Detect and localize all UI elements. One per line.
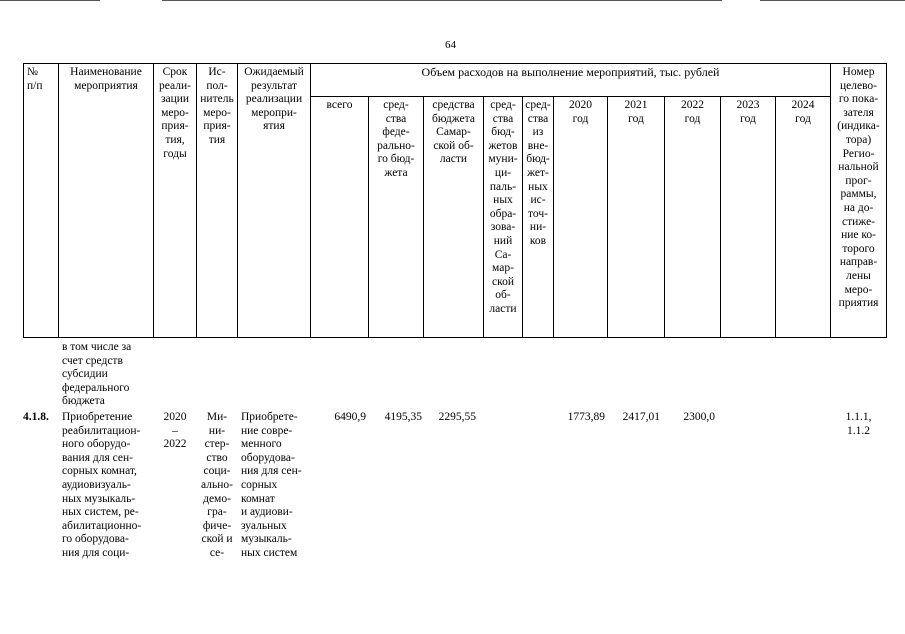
header-bottom-border	[23, 337, 887, 338]
header-extrabudget: сред- ства из вне- бюд- жет- ных ис- точ- ни- ков	[525, 99, 551, 247]
header-indicator: Номер целево- го пока- зателя (индика- тора) Регио- нальной прог- раммы, на до- стиже- ние ко- торого направ- лены меро- приятия	[837, 66, 880, 310]
header-num: № п/п	[27, 66, 43, 92]
subsidy-note: в том числе за счет средств субсидии федерального бюджета	[62, 341, 132, 408]
row-regional: 2295,55	[438, 411, 476, 423]
row-num: 4.1.8.	[23, 411, 49, 423]
row-year-2020: 1773,89	[567, 411, 605, 423]
header-term: Срок реали- зации меро- прия- тия, годы	[159, 66, 191, 160]
header-year-2021: 2021 год	[624, 99, 648, 125]
header-name: Наименование мероприятия	[70, 66, 142, 92]
row-executor: Ми- ни- стер- ство соци- ально- демо- гра- фиче- ской и се-	[201, 411, 233, 559]
col-border	[607, 96, 608, 337]
row-indicator: 1.1.1, 1.1.2	[845, 411, 872, 437]
row-total: 6490,9	[334, 411, 366, 423]
header-year-2023: 2023 год	[736, 99, 760, 125]
header-year-2024: 2024 год	[791, 99, 815, 125]
col-border	[58, 63, 59, 337]
header-result: Ожидаемый результат реализации меропри- ятия	[244, 66, 304, 133]
col-border	[886, 63, 887, 337]
volume-subheader-border	[310, 96, 830, 97]
col-border	[775, 96, 776, 337]
col-border	[664, 96, 665, 337]
page-number: 64	[445, 39, 456, 51]
row-year-2021: 2417,01	[622, 411, 660, 423]
col-border	[720, 96, 721, 337]
header-municipal: сред- ства бюд- жетов муни- ци- паль- ных обра- зова- ний Са- мар- ской об- ласти	[488, 99, 518, 315]
header-year-2020: 2020 год	[569, 99, 592, 125]
col-border	[553, 96, 554, 337]
header-federal: сред- ства феде- рально- го бюд- жета	[377, 99, 415, 179]
row-name: Приобретение реабилитацион- ного оборудо- вания для сен- сорных комнат, аудиовизуаль- ных музыкаль- ных систем, ре- абилитационно- го оборудова- ния для соци-	[62, 411, 142, 559]
header-volume: Объем расходов на выполнение мероприятий, тыс. рублей	[421, 65, 720, 79]
row-year-2022: 2300,0	[683, 411, 715, 423]
row-federal: 4195,35	[384, 411, 422, 423]
header-total: всего	[326, 99, 353, 111]
header-year-2022: 2022 год	[681, 99, 704, 125]
row-result: Приобрете- ние совре- менного оборудова- ния для сен- сорных комнат и аудиови- зуальных музыкаль- ных систем	[241, 411, 302, 559]
row-term: 2020 – 2022	[163, 411, 187, 451]
header-executor: Ис- пол- нитель меро- прия- тия	[200, 66, 234, 146]
col-border	[23, 63, 24, 337]
header-regional: средства бюджета Самар- ской об- ласти	[432, 99, 475, 166]
